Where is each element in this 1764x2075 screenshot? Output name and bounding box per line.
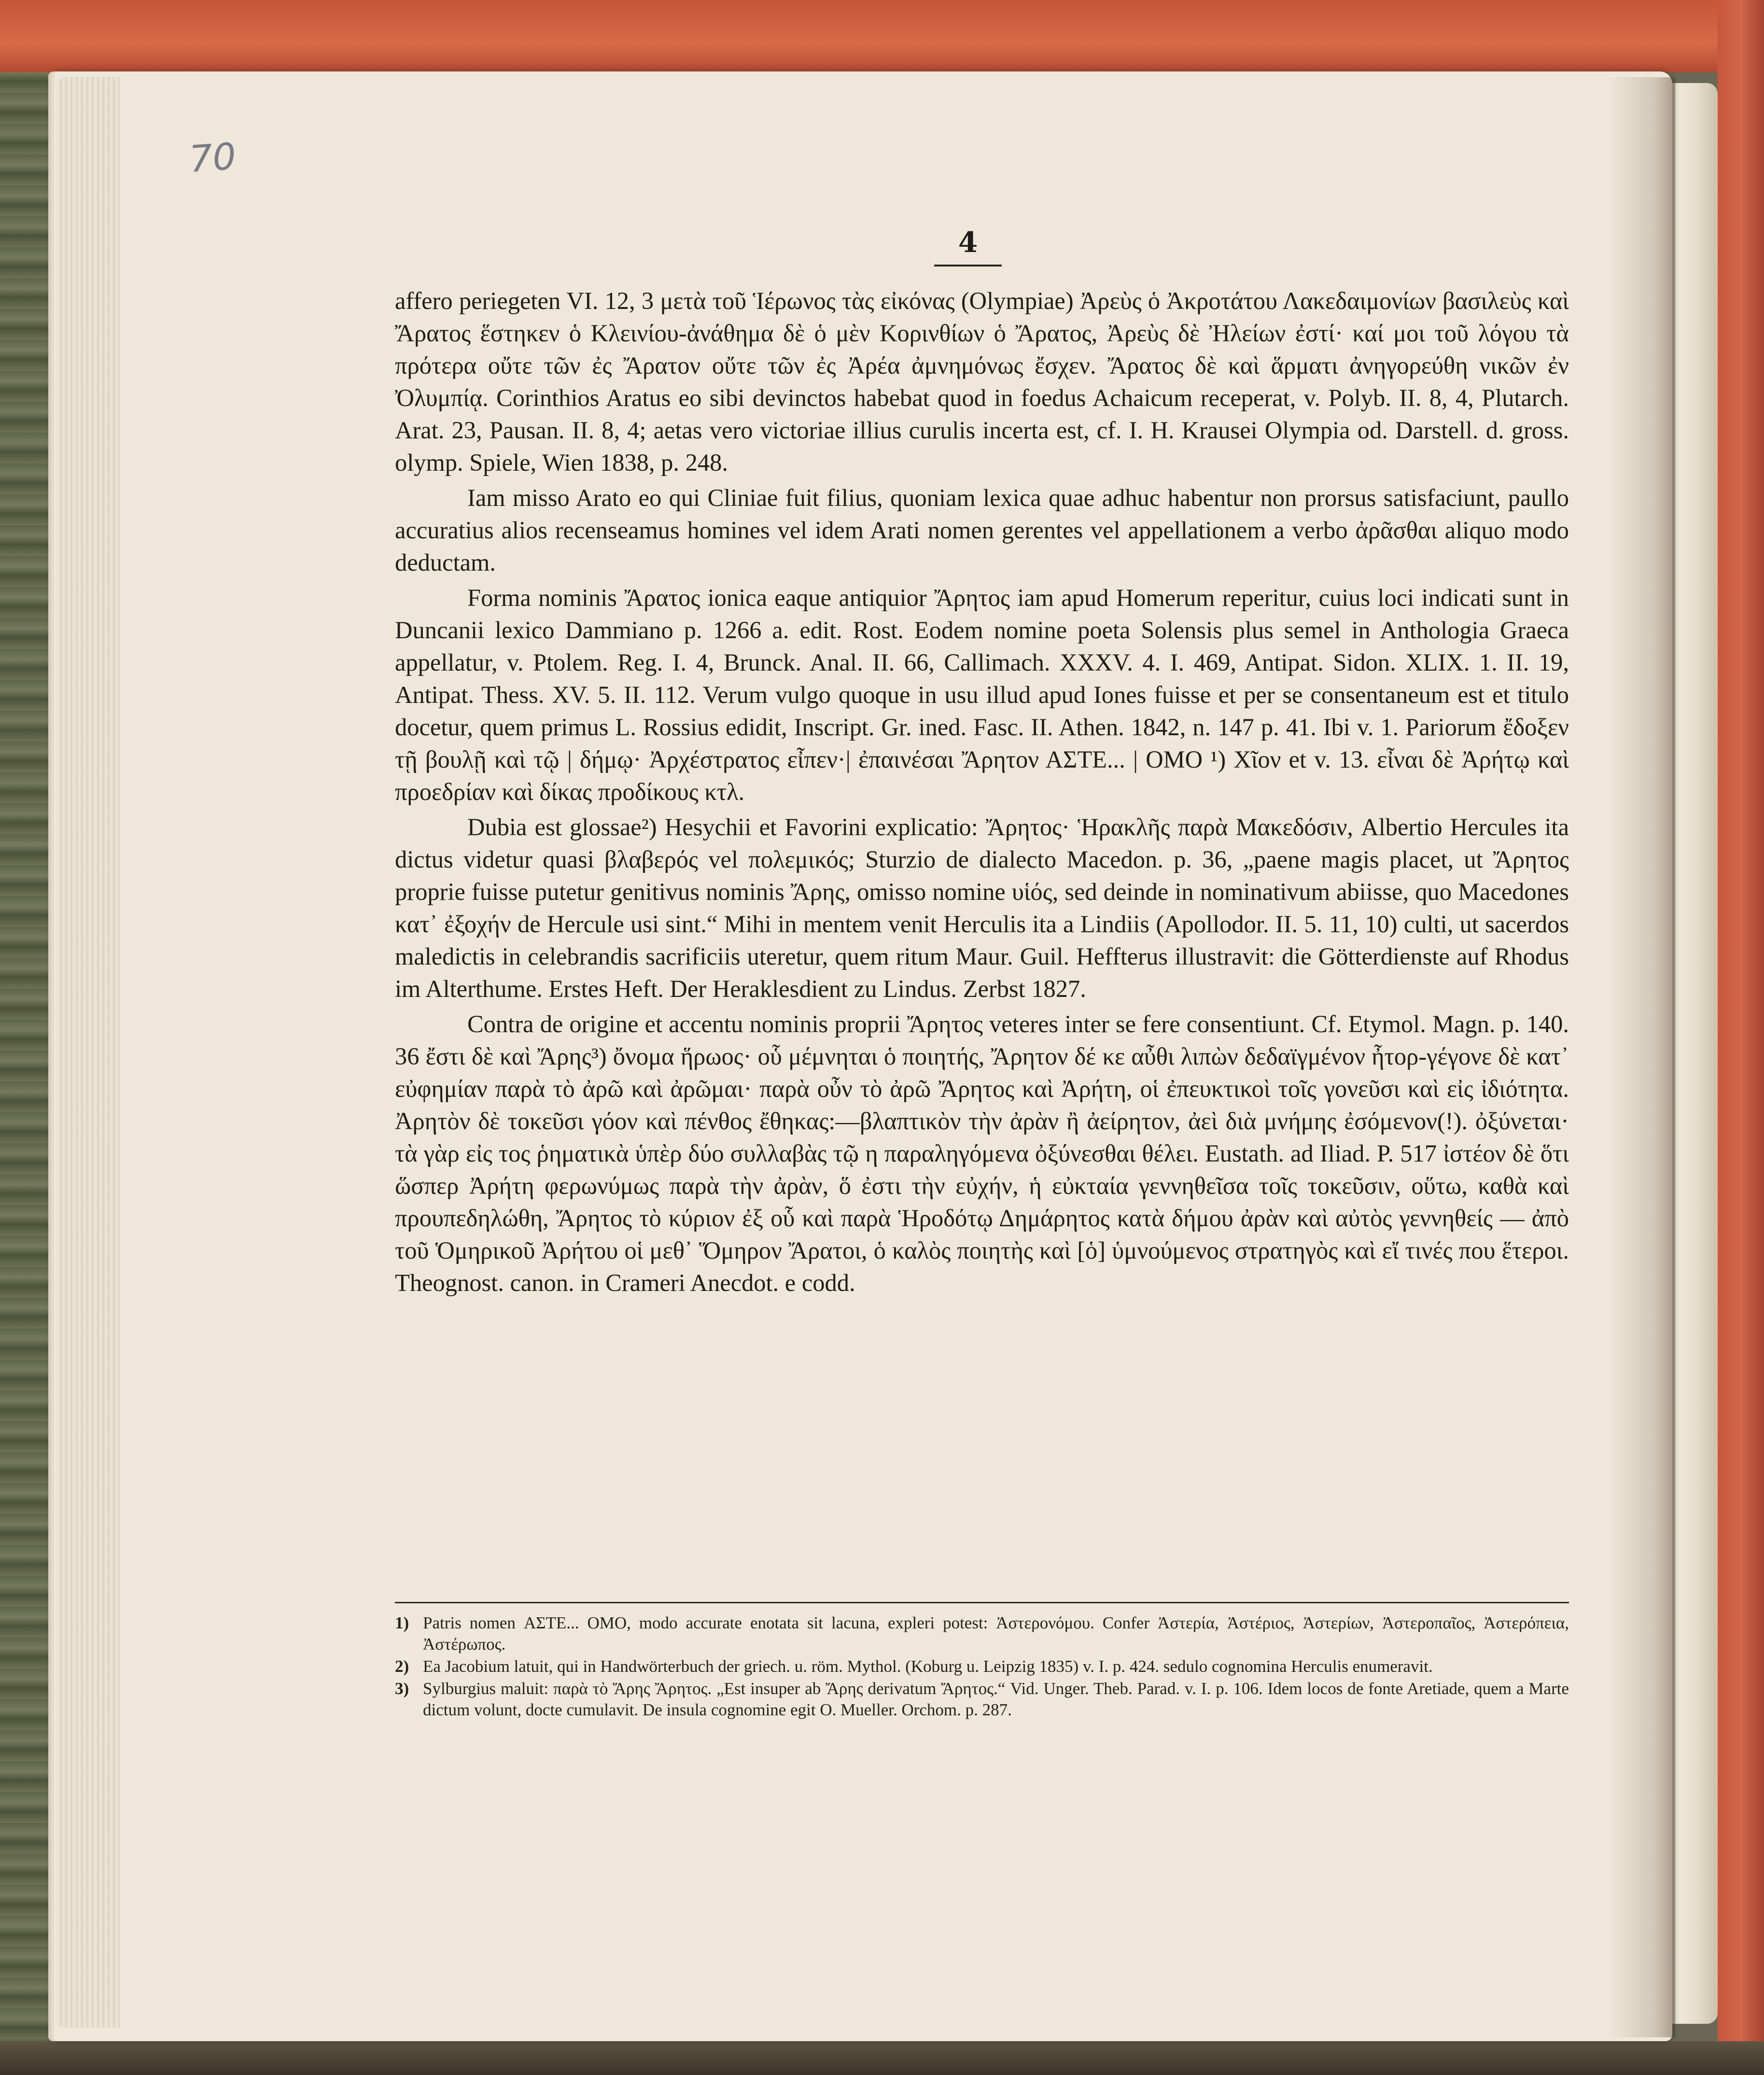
page-number: 4 [958, 226, 978, 259]
footnote-text: Ea Jacobium latuit, qui in Handwörterbuch der griech. u. röm. Mythol. (Koburg u. Leipzig 1835) v. I. p. 424. sedulo cognomina Herculis enumeravit. [423, 1657, 1433, 1676]
page-stack-right [1669, 83, 1718, 2024]
scan-background-bottom [0, 2041, 1764, 2075]
footnote-text: Patris nomen ΑΣΤΕ... ΟΜΟ, modo accurate enotata sit lacuna, expleri potest: Ἀστερονόμου. Confer Ἀστερία, Ἀστέριος, Ἀστερίων, Ἀστεροπαῖος, Ἀστερόπεια, Ἀστέρωπος. [423, 1613, 1569, 1654]
main-text [395, 285, 1569, 1302]
book-cover-top-edge [0, 0, 1764, 72]
footnotes [395, 1612, 1569, 1722]
footnote-mark: 2) [395, 1657, 409, 1676]
footnote-separator [395, 1602, 1569, 1603]
footnote [395, 1656, 1569, 1677]
page-gutter-shadow [1608, 77, 1675, 2037]
footnote-text: Sylburgius maluit: παρὰ τὸ Ἄρης Ἄρητος. „Est insuper ab Ἄρης derivatum Ἄρητος.“ Vid. Unger. Theb. Parad. v. I. p. 106. Idem locos de fonte Aretiade, quem a Marte dictum volunt, docte cumulavit. De insula cognomine egit O. Mueller. Orchom. p. 287. [423, 1679, 1569, 1719]
book-cover-right-edge [1718, 0, 1764, 2075]
footnote [395, 1612, 1569, 1655]
pencil-folio-number: 70 [188, 134, 238, 181]
page-stack-left [57, 77, 120, 2028]
footnote-mark: 1) [395, 1613, 409, 1632]
paragraph: Contra de origine et accentu nominis proprii Ἄρητος veteres inter se fere consentiunt. Cf. Etymol. Magn. p. 140. 36 ἔστι δὲ καὶ Ἄρης³) ὄνομα ἥρωος· οὗ μέμνηται ὁ ποιητής, Ἄρητον δέ κε αὖθι λιπὼν δεδαϊγμένον ἦτορ-γέγονε δὲ κατ᾽ εὐφημίαν παρὰ τὸ ἀρῶ καὶ ἀρῶμαι· παρὰ οὖν τὸ ἀρῶ Ἄρητος καὶ Ἀρήτη, οἱ ἐπευκτικοὶ τοῖς γονεῦσι καὶ εἰς ἰδιότητα. Ἀρητὸν δὲ τοκεῦσι γόον καὶ πένθος ἔθηκας:—βλαπτικὸν τὴν ἀρὰν ἢ ἀείρητον, ἀεὶ διὰ μνήμης ἐσόμενον(!). ὀξύνεται· τὰ γὰρ εἰς τος ῥηματικὰ ὑπὲρ δύο συλλαβὰς τῷ η παραληγόμενα ὀξύνεσθαι θέλει. Eustath. ad Iliad. P. 517 ἰστέον δὲ ὅτι ὥσπερ Ἀρήτη φερωνύμως παρὰ τὴν ἀρὰν, ὅ ἐστι τὴν εὐχήν, ἡ εὐκταία γεννηθεῖσα τοῖς τοκεῦσιν, οὕτω, καθὰ καὶ προυπεδηλώθη, Ἄρητος τὸ κύριον ἐξ οὗ καὶ παρὰ Ἡροδότῳ Δημάρητος κατὰ δήμου ἀρὰν καὶ αὐτὸς γεννηθείς — ἀπὸ τοῦ Ὁμηρικοῦ Ἀρήτου οἱ μεθ᾽ Ὅμηρον Ἄρατοι, ὁ καλὸς ποιητὴς καὶ [ὁ] ὑμνούμενος στρατηγὸς καὶ εἴ τινές που ἕτεροι. Theognost. canon. in Crameri Anecdot. e codd. [395, 1010, 1569, 1296]
footnote-mark: 3) [395, 1679, 409, 1698]
paragraph: Forma nominis Ἄρατος ionica eaque antiquior Ἄρητος iam apud Homerum reperitur, cuius loci indicati sunt in Duncanii lexico Dammiano p. 1266 a. edit. Rost. Eodem nomine poeta Solensis plus semel in Anthologia Graeca appellatur, v. Ptolem. Reg. I. 4, Brunck. Anal. II. 66, Callimach. XXXV. 4. I. 469, Antipat. Sidon. XLIX. 1. II. 19, Antipat. Thess. XV. 5. II. 112. Verum vulgo quoque in usu illud apud Iones fuisse et per se consentaneum est et titulo docetur, quem primus L. Rossius edidit, Inscript. Gr. ined. Fasc. II. Athen. 1842, n. 147 p. 41. Ibi v. 1. Pariorum ἔδοξεν τῇ βουλῇ καὶ τῷ | δήμῳ· Ἀρχέστρατος εἶπεν·| ἐπαινέσαι Ἄρητον ΑΣΤΕ... | ΟΜΟ ¹) Χῖον et v. 13. εἶναι δὲ Ἀρήτῳ καὶ προεδρίαν καὶ δίκας προδίκους κτλ. [395, 584, 1569, 805]
page-number-rule [934, 265, 1002, 266]
paragraph: Iam misso Arato eo qui Cliniae fuit filius, quoniam lexica quae adhuc habentur non prorsus satisfaciunt, paullo accuratius alios recenseamus homines vel idem Arati nomen gerentes vel appellationem a verbo ἀρᾶσθαι aliquo modo deductam. [395, 484, 1569, 576]
paragraph: affero periegeten VI. 12, 3 μετὰ τοῦ Ἱέρωνος τὰς εἰκόνας (Olympiae) Ἀρεὺς ὁ Ἀκροτάτου Λακεδαιμονίων βασιλεὺς καὶ Ἄρατος ἕστηκεν ὁ Κλεινίου-ἀνάθημα δὲ ὁ μὲν Κορινθίων ὁ Ἄρατος, Ἀρεὺς δὲ Ἠλείων ἐστί· καί μοι τοῦ λόγου τὰ πρότερα οὔτε τῶν ἐς Ἄρατον οὔτε τῶν ἐς Ἀρέα ἀμνημόνως ἔσχεν. Ἄρατος δὲ καὶ ἅρματι ἀνηγορεύθη νικῶν ἐν Ὀλυμπίᾳ. Corinthios Aratus eo sibi devinctos habebat quod in foedus Achaicum receperat, v. Polyb. II. 8, 4, Plutarch. Arat. 23, Pausan. II. 8, 4; aetas vero victoriae illius curulis incerta est, cf. I. H. Krausei Olympia od. Darstell. d. gross. olymp. Spiele, Wien 1838, p. 248. [395, 287, 1569, 476]
footnote [395, 1678, 1569, 1721]
scan-background-left [0, 0, 58, 2075]
paragraph: Dubia est glossae²) Hesychii et Favorini explicatio: Ἄρητος· Ἡρακλῆς παρὰ Μακεδόσιν, Albertio Hercules ita dictus videtur quasi βλαβερός vel πολεμικός; Sturzio de dialecto Macedon. p. 36, „paene magis placet, ut Ἄρητος proprie fuisse putetur genitivus nominis Ἄρης, omisso nomine υἱός, sed deinde in nominativum abiisse, quo Macedones κατ᾽ ἐξοχήν de Hercule usi sint.“ Mihi in mentem venit Herculis ita a Lindiis (Apollodor. II. 5. 11, 10) culti, ut sacerdos maledictis in celebrandis sacrificiis uteretur, quem ritum Maur. Guil. Heffterus illustravit: die Götterdienste auf Rhodus im Alterthume. Erstes Heft. Der Heraklesdient zu Lindus. Zerbst 1827. [395, 813, 1569, 1002]
